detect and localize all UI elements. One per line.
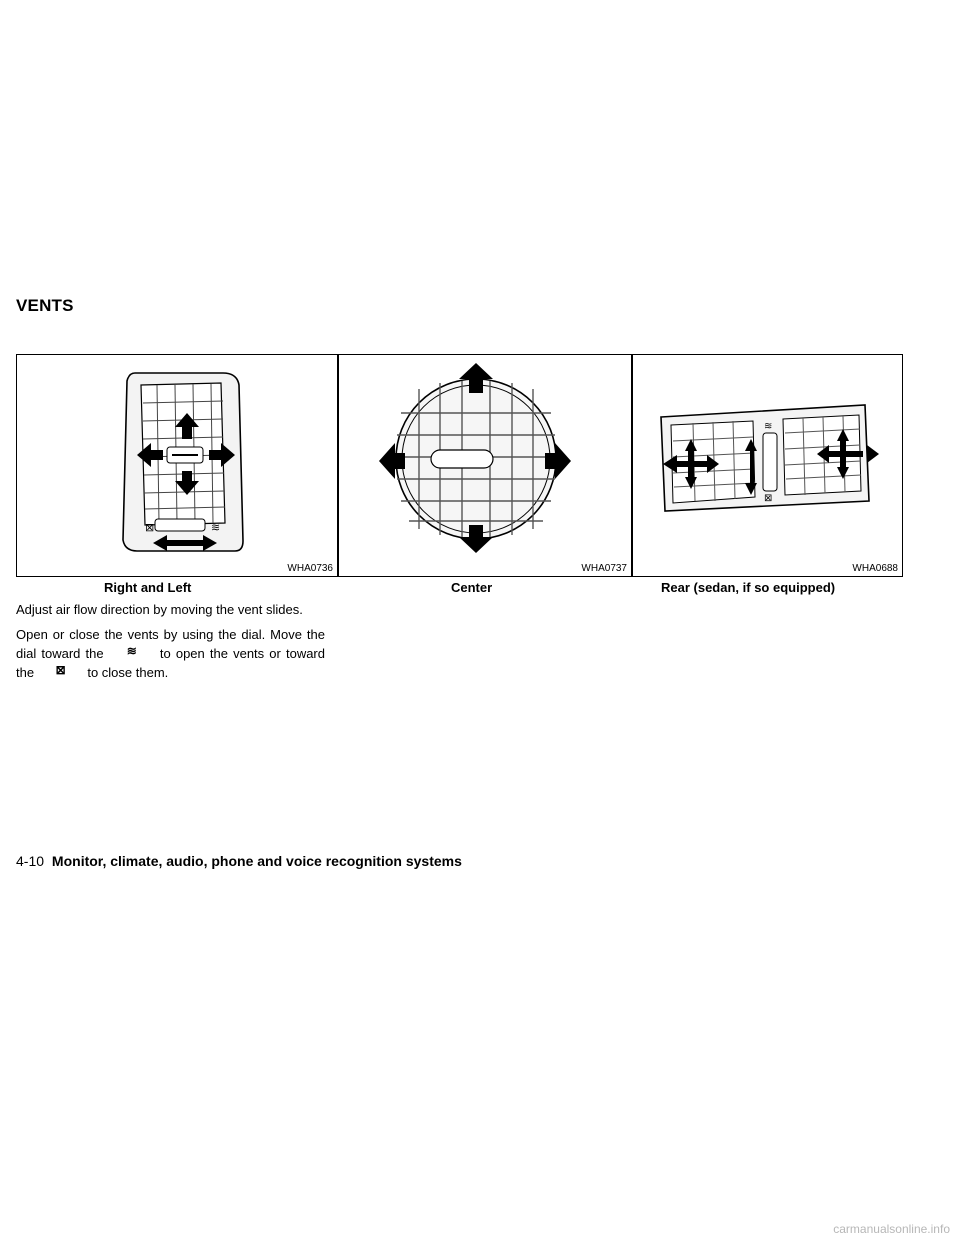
center-vent-illustration — [339, 355, 631, 576]
paragraph-text: to open the vents or toward the — [16, 646, 325, 680]
svg-text:⊠: ⊠ — [145, 521, 155, 534]
paragraph-text: Open or close the vents by using the dial. Move the dial toward the — [16, 627, 325, 661]
side-vent-illustration — [17, 355, 337, 576]
figure-caption: Right and Left — [104, 580, 192, 595]
figure-code: WHA0736 — [287, 563, 333, 574]
page-footer — [16, 853, 462, 869]
figure-code: WHA0737 — [581, 563, 627, 574]
vent-close-icon: ⊠ — [55, 663, 66, 677]
section-title: VENTS — [16, 296, 74, 315]
figure-code: WHA0688 — [852, 563, 898, 574]
figure-rear-vent — [632, 354, 903, 577]
figure-right-left-vent — [16, 354, 338, 577]
figure-center-vent — [338, 354, 632, 577]
svg-text:⊠: ⊠ — [764, 493, 773, 504]
paragraph — [16, 626, 325, 681]
figure-caption: Center — [451, 580, 493, 595]
body-text — [16, 601, 325, 689]
figure-caption: Rear (sedan, if so equipped) — [661, 580, 836, 595]
svg-text:≋: ≋ — [211, 521, 221, 534]
paragraph-text: to close them. — [87, 665, 169, 680]
rear-vent-illustration — [633, 355, 902, 576]
page-number: 4-10 — [16, 853, 45, 869]
svg-text:≋: ≋ — [764, 421, 773, 432]
chapter-title: Monitor, climate, audio, phone and voice recognition systems — [51, 853, 462, 869]
paragraph: Adjust air flow direction by moving the vent slides. — [16, 602, 303, 617]
watermark: carmanualsonline.info — [833, 1222, 950, 1236]
vent-open-icon: ≋ — [126, 644, 137, 658]
